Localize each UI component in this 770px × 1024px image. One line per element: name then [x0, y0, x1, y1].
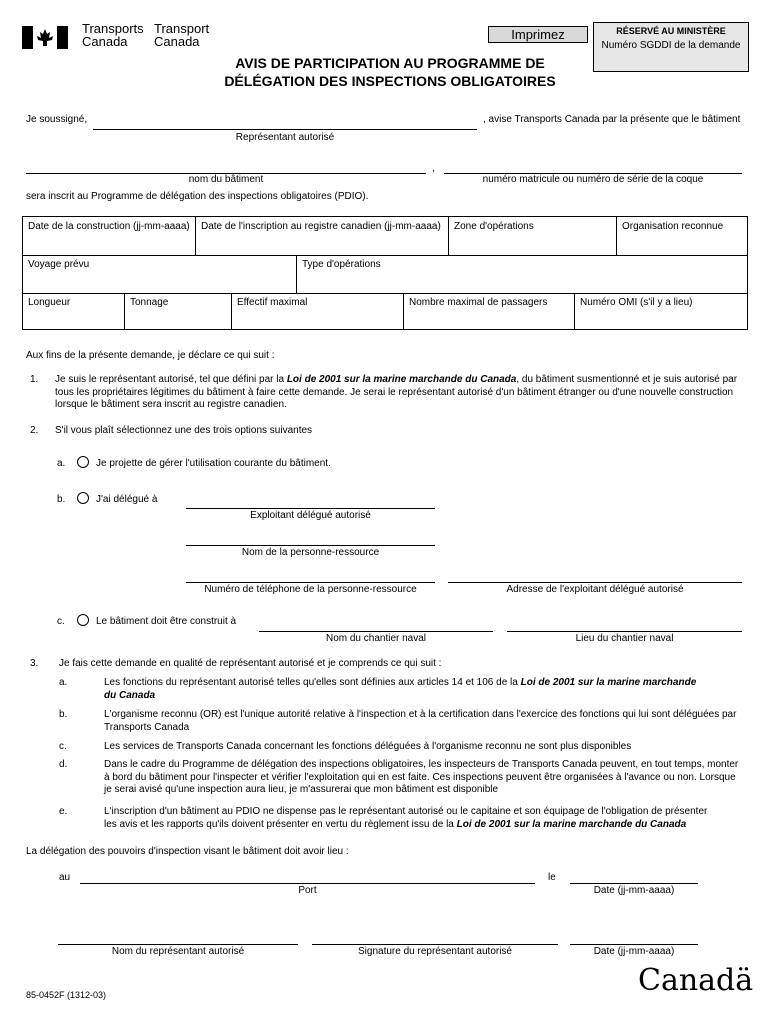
item-3c-text: Les services de Transports Canada concernant les fonctions déléguées à l'organisme reconnu ne sont plus disponibles	[104, 741, 632, 752]
exploitant-input[interactable]	[186, 508, 435, 509]
item-3b-text: L'organisme reconnu (OR) est l'unique autorité relative à l'inspection et à la certification dans l'exercice des fonctions qui lui sont déléguées par Transports Canada	[104, 709, 737, 733]
item-3d-text: Dans le cadre du Programme de délégation des inspections obligatoires, les inspecteurs de Transports Canada peuvent, en tout temps, monter à bord du bâtiment pour l'inspecter et vérifier l'exploitation qui en est faite. Ces inspections peuvent être organisées à l'avance ou non. Lorsque je serai avisé qu'une inspection aura lieu, je m'assurerai que mon bâtiment est disponible	[104, 759, 739, 795]
chantier-nom-input[interactable]	[259, 631, 493, 632]
print-button[interactable]: Imprimez	[488, 26, 588, 43]
port-input[interactable]	[80, 883, 535, 884]
date-delegation-input[interactable]	[570, 883, 698, 884]
telephone-caption: Numéro de téléphone de la personne-ressource	[204, 584, 417, 595]
reserved-title: RÉSERVÉ AU MINISTÈRE	[616, 26, 726, 36]
passagers-field[interactable]: Nombre maximal de passagers	[403, 293, 574, 329]
item-3e-text: L'inscription d'un bâtiment au PDIO ne dispense pas le représentant autorisé ou le capitaine et son équipage de l'obligation de présenter les avis et les rapports qu'ils doivent présenter en vertu du règlement issu de la Loi de 2001 sur la marine marchande du Canada	[104, 806, 708, 830]
organisation-reconnue-field[interactable]: Organisation reconnue	[616, 217, 747, 255]
declaration-intro: Aux fins de la présente demande, je déclare ce qui suit :	[26, 350, 275, 361]
item-3-number: 3.	[30, 658, 39, 669]
adresse-exploitant-input[interactable]	[448, 582, 742, 583]
reserved-field[interactable]: Numéro SGDDI de la demande	[601, 40, 741, 51]
form-title: AVIS DE PARTICIPATION AU PROGRAMME DE DÉLÉGATION DES INSPECTIONS OBLIGATOIRES	[224, 55, 556, 89]
personne-ressource-caption: Nom de la personne-ressource	[241, 547, 380, 558]
option-a-label: a.	[57, 458, 66, 469]
item-3b-label: b.	[59, 709, 68, 720]
signature-input[interactable]	[312, 944, 558, 945]
date-signature-caption: Date (jj-mm-aaaa)	[593, 946, 675, 957]
item-1-text: Je suis le représentant autorisé, tel que défini par la Loi de 2001 sur la marine marchande du Canada, du bâtiment susmentionné et je suis autorisé par tous les propriétaires légitimes du bâtiment à faire cette demande. Je serai le représentant autorisé d'un bâtiment étranger ou d'une nouvelle construction lorsque le bâtiment sera inscrit au registre canadien.	[55, 374, 738, 410]
vessel-info-grid	[22, 216, 748, 330]
comma-sep: ,	[432, 163, 435, 174]
date-delegation-caption: Date (jj-mm-aaaa)	[593, 885, 675, 896]
type-operations-field[interactable]: Type d'opérations	[296, 255, 747, 293]
date-inscription-field[interactable]: Date de l'inscription au registre canadien (jj-mm-aaaa)	[195, 217, 448, 255]
signature-caption: Signature du représentant autorisé	[358, 946, 512, 957]
chantier-lieu-caption: Lieu du chantier naval	[575, 633, 674, 644]
dept-name-en: Transports Canada	[82, 21, 144, 49]
avise-text: , avise Transports Canada par la présente que le bâtiment	[483, 114, 741, 125]
item-3d-label: d.	[59, 759, 68, 770]
option-a-text: Je projette de gérer l'utilisation courante du bâtiment.	[96, 458, 331, 469]
port-caption: Port	[298, 885, 317, 896]
omi-field[interactable]: Numéro OMI (s'il y a lieu)	[574, 293, 747, 329]
tonnage-field[interactable]: Tonnage	[124, 293, 231, 329]
effectif-field[interactable]: Effectif maximal	[231, 293, 403, 329]
reserved-box	[593, 22, 749, 72]
adresse-exploitant-caption: Adresse de l'exploitant délégué autorisé	[506, 584, 684, 595]
telephone-input[interactable]	[186, 582, 435, 583]
option-b-text: J'ai délégué à	[96, 494, 158, 505]
inscrit-text: sera inscrit au Programme de délégation des inspections obligatoires (PDIO).	[26, 191, 369, 202]
le-label: le	[548, 872, 556, 883]
rep-autorise-input[interactable]	[93, 129, 477, 130]
chantier-lieu-input[interactable]	[507, 631, 742, 632]
voyage-prevu-field[interactable]: Voyage prévu	[28, 259, 90, 270]
form-number: 85-0452F (1312-03)	[26, 990, 107, 1000]
date-signature-input[interactable]	[570, 944, 698, 945]
option-c-label: c.	[57, 616, 65, 627]
au-label: au	[59, 872, 71, 883]
dept-name-fr: Transport Canada	[154, 21, 210, 49]
nom-batiment-caption: nom du bâtiment	[188, 174, 264, 185]
delegation-text: La délégation des pouvoirs d'inspection visant le bâtiment doit avoir lieu :	[26, 846, 349, 857]
option-b-radio[interactable]	[77, 492, 89, 504]
numero-matricule-caption: numéro matricule ou numéro de série de la coque	[482, 174, 704, 185]
canada-wordmark: Canadä	[638, 963, 754, 998]
item-3a-label: a.	[59, 677, 68, 688]
item-1-number: 1.	[30, 374, 39, 385]
option-a-radio[interactable]	[77, 456, 89, 468]
exploitant-caption: Exploitant délégué autorisé	[250, 510, 371, 521]
item-2-text: S'il vous plaît sélectionnez une des trois options suivantes	[55, 425, 313, 436]
option-b-label: b.	[57, 494, 66, 505]
je-soussigne-label: Je soussigné,	[26, 114, 88, 125]
item-2-number: 2.	[30, 425, 39, 436]
zone-operations-field[interactable]: Zone d'opérations	[448, 217, 616, 255]
longueur-field[interactable]: Longueur	[28, 297, 71, 308]
nom-rep-caption: Nom du représentant autorisé	[111, 946, 245, 957]
personne-ressource-input[interactable]	[186, 545, 435, 546]
date-construction-field[interactable]: Date de la construction (jj-mm-aaaa)	[28, 221, 190, 232]
nom-rep-input[interactable]	[58, 944, 298, 945]
option-c-radio[interactable]	[77, 614, 89, 626]
option-c-text: Le bâtiment doit être construit à	[96, 616, 237, 627]
rep-autorise-caption: Représentant autorisé	[235, 132, 335, 143]
canada-flag-icon	[22, 26, 68, 49]
item-3e-label: e.	[59, 806, 68, 817]
item-3a-text: Les fonctions du représentant autorisé telles qu'elles sont définies aux articles 14 et 106 de la Loi de 2001 sur la marine marchande du Canada	[104, 677, 697, 701]
item-3c-label: c.	[59, 741, 67, 752]
chantier-nom-caption: Nom du chantier naval	[325, 633, 427, 644]
item-3-text: Je fais cette demande en qualité de représentant autorisé et je comprends ce qui suit :	[59, 658, 442, 669]
